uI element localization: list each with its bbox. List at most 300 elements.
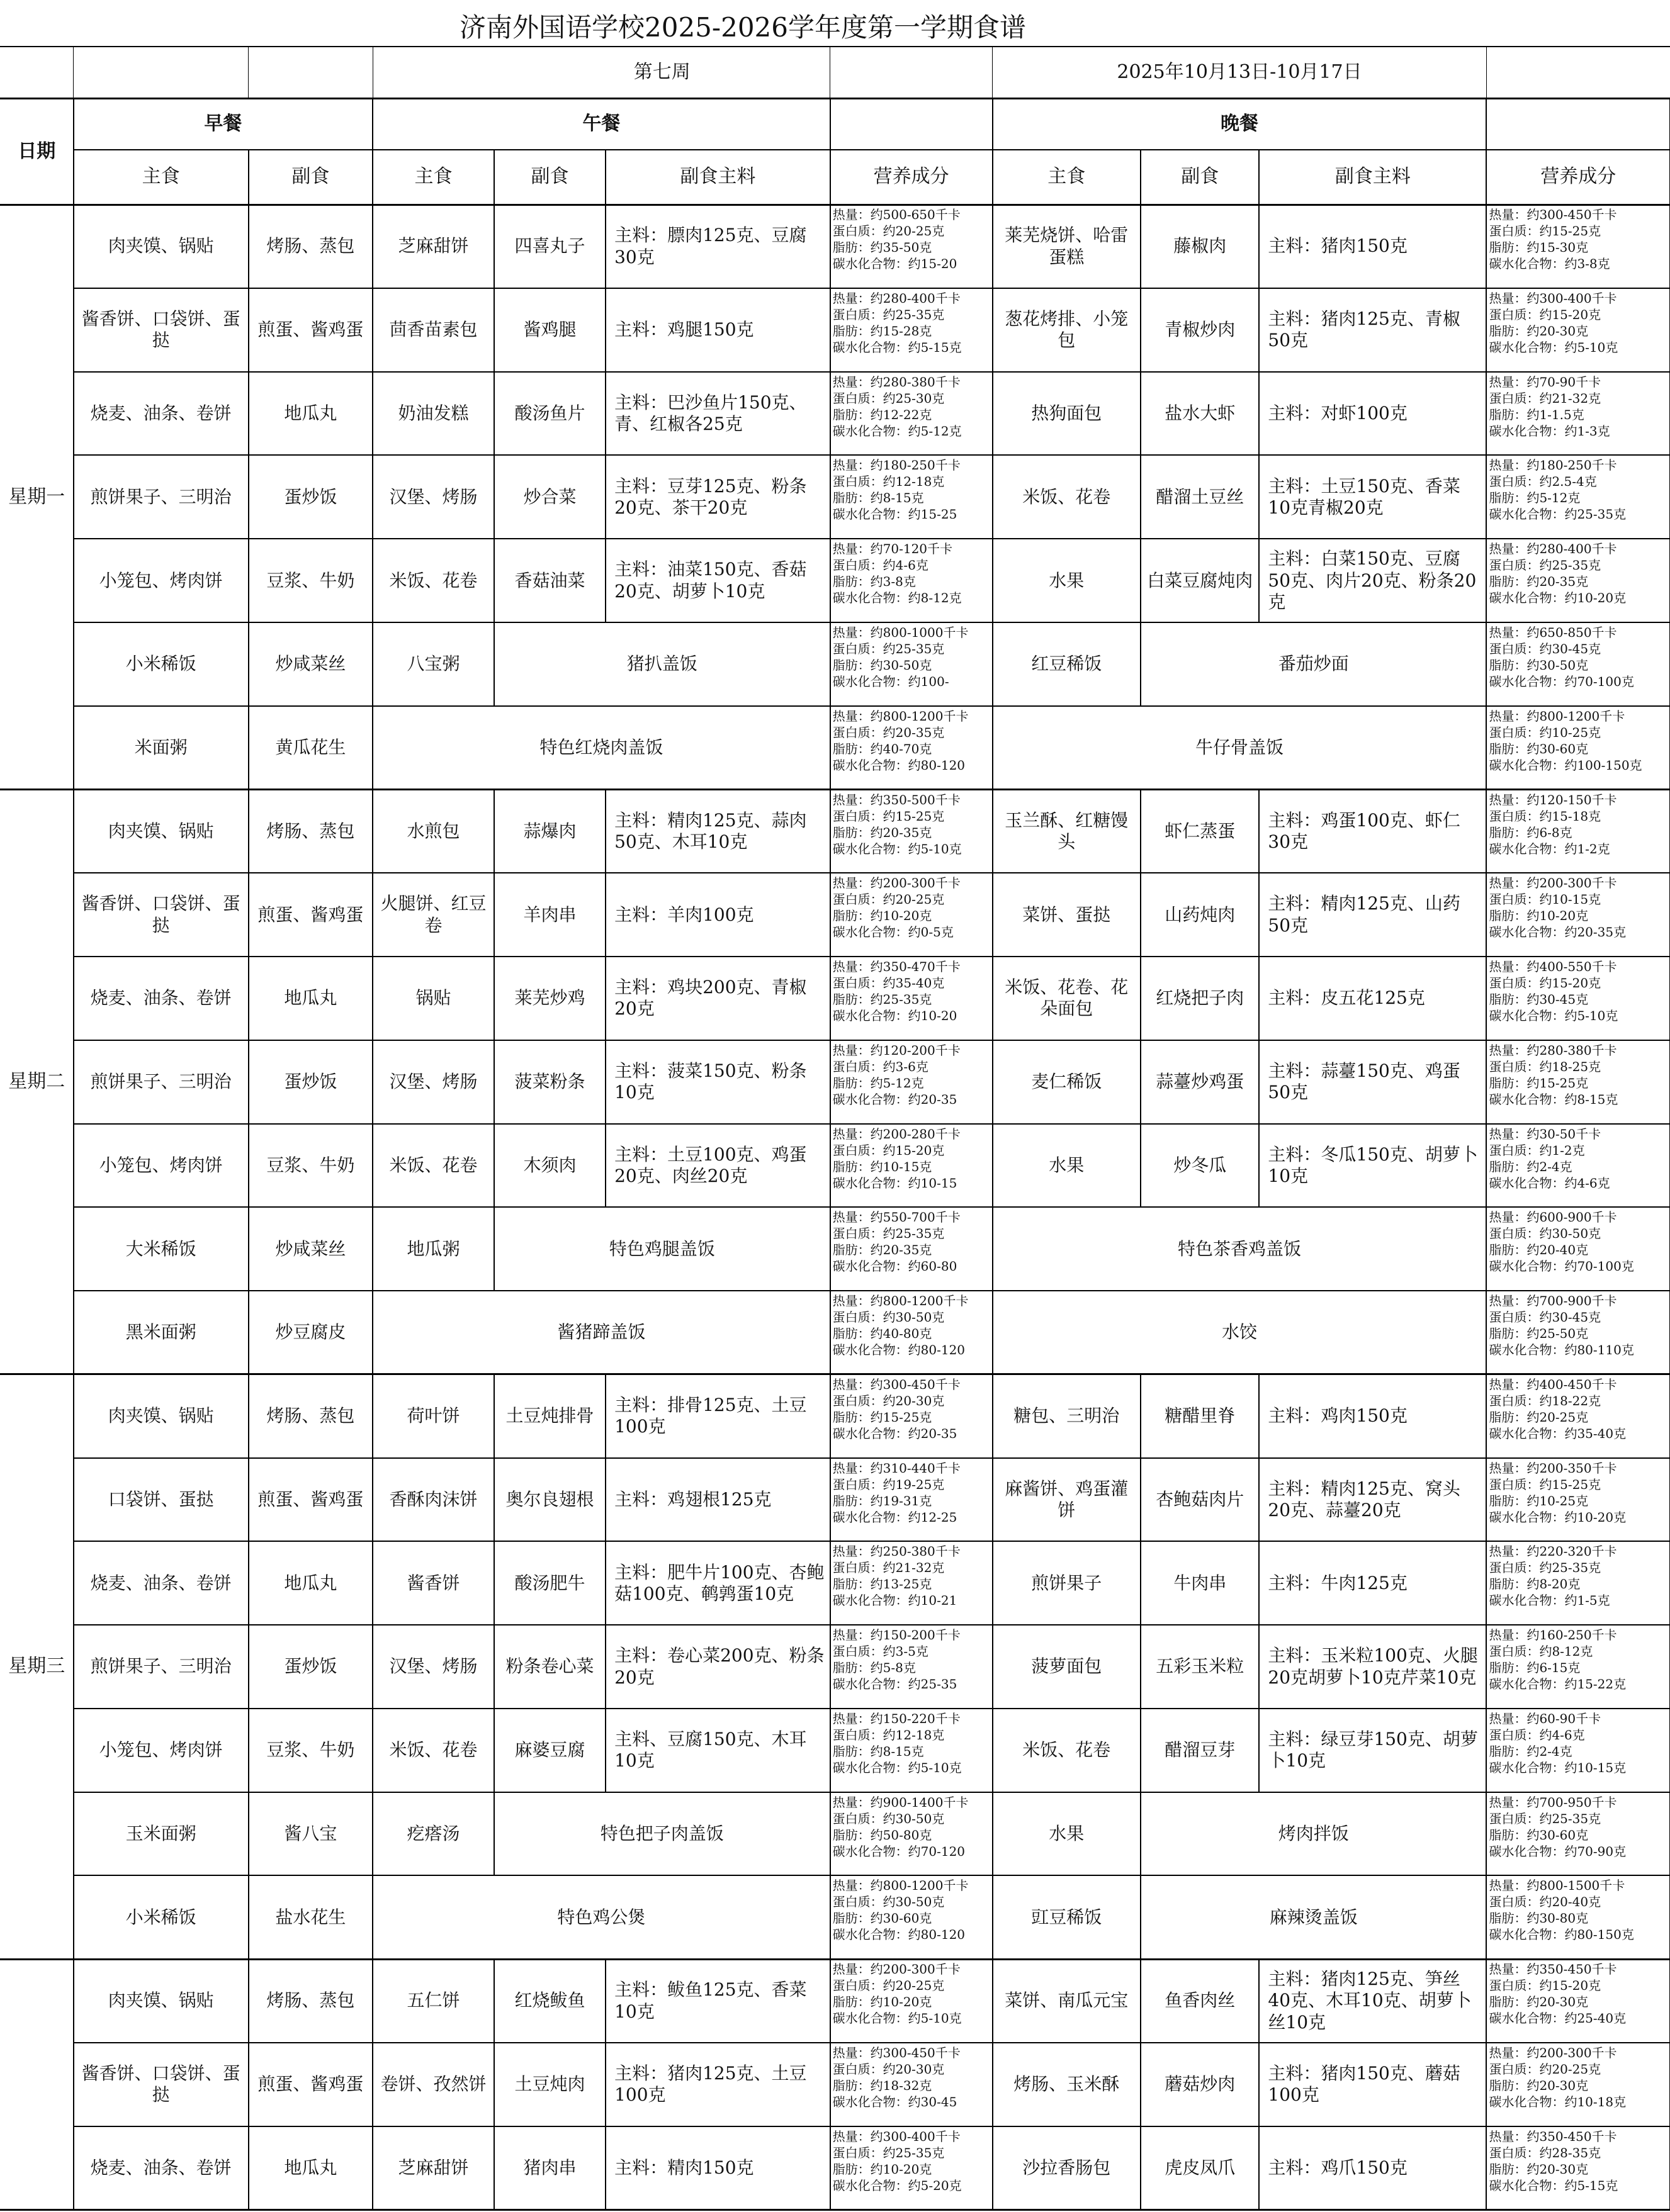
dinner-main-ingredients: 主料：牛肉125克 xyxy=(1268,1572,1408,1593)
grid-line xyxy=(494,1124,495,1208)
breakfast-staple: 煎饼果子、三明治 xyxy=(90,1656,232,1677)
grid-line xyxy=(830,1458,831,1542)
grid-line xyxy=(372,1875,373,1959)
lunch-nutrition: 热量：约900-1400千卡 蛋白质：约30-50克 脂肪：约50-80克 碳水化合物：约70-120 xyxy=(832,1794,969,1859)
grid-line xyxy=(830,150,831,205)
lunch-side: 羊肉串 xyxy=(523,904,577,925)
breakfast-side: 烤肠、蒸包 xyxy=(266,1990,355,2011)
breakfast-side: 炒咸菜丝 xyxy=(275,653,346,675)
grid-line xyxy=(372,957,373,1040)
grid-line xyxy=(372,99,373,150)
grid-line xyxy=(494,1040,495,1124)
grid-line xyxy=(248,622,249,706)
grid-line xyxy=(73,150,74,205)
grid-line xyxy=(1140,1709,1141,1792)
lunch-main-ingredients: 主料：卷心菜200克、粉条20克 xyxy=(614,1645,825,1688)
dinner-main-ingredients: 主料：猪肉150克 xyxy=(1268,235,1408,257)
grid-line xyxy=(1140,150,1141,205)
lunch-main-ingredients: 主料：菠菜150克、粉条10克 xyxy=(614,1060,807,1103)
grid-line xyxy=(1486,205,1487,288)
dinner-staple: 菠萝面包 xyxy=(1031,1656,1102,1677)
breakfast-side: 地瓜丸 xyxy=(284,2157,337,2178)
grid-line xyxy=(372,1625,373,1709)
grid-line xyxy=(830,1291,831,1374)
lunch-staple: 茴香苗素包 xyxy=(389,319,478,340)
grid-line xyxy=(992,1040,993,1124)
grid-line xyxy=(372,1959,373,2043)
breakfast-staple: 黑米面粥 xyxy=(125,1322,196,1343)
lunch-main-ingredients: 主料：鸡腿150克 xyxy=(614,319,754,340)
breakfast-side: 炒咸菜丝 xyxy=(275,1238,346,1259)
grid-line xyxy=(605,372,606,456)
grid-line xyxy=(1140,957,1141,1040)
grid-line xyxy=(605,150,606,205)
lunch-main-ingredients: 主料：鸡块200克、青椒20克 xyxy=(614,977,807,1019)
grid-line xyxy=(992,1291,993,1374)
grid-line xyxy=(248,873,249,957)
grid-line xyxy=(992,1541,993,1625)
column-header-staple: 主食 xyxy=(1047,166,1086,188)
dinner-main-ingredients: 主料：精肉125克、窝头20克、蒜薹20克 xyxy=(1268,1478,1460,1520)
breakfast-staple: 酱香饼、口袋饼、蛋挞 xyxy=(81,893,240,936)
grid-line xyxy=(372,150,373,205)
grid-line xyxy=(992,539,993,622)
dinner-side: 山药炖肉 xyxy=(1165,904,1236,925)
dinner-side: 红烧把子肉 xyxy=(1156,987,1244,1009)
lunch-nutrition: 热量：约280-380千卡 蛋白质：约25-30克 脂肪：约12-22克 碳水化合物：约5-12克 xyxy=(832,374,962,439)
lunch-main-ingredients: 主料：排骨125克、土豆100克 xyxy=(614,1395,807,1437)
grid-line xyxy=(992,47,993,99)
dinner-side: 虎皮凤爪 xyxy=(1165,2157,1236,2178)
dinner-nutrition: 热量：约30-50千卡 蛋白质：约1-2克 脂肪：约2-4克 碳水化合物：约4-6克 xyxy=(1489,1126,1610,1191)
lunch-nutrition: 热量：约800-1200千卡 蛋白质：约30-50克 脂肪：约30-60克 碳水化合物：约80-120 xyxy=(832,1878,969,1943)
dinner-staple: 玉兰酥、红糖馒头 xyxy=(1005,809,1129,852)
lunch-nutrition: 热量：约310-440千卡 蛋白质：约19-25克 脂肪：约19-31克 碳水化合物：约12-25 xyxy=(832,1460,961,1525)
grid-line xyxy=(1258,455,1260,539)
lunch-staple: 芝麻甜饼 xyxy=(398,2157,469,2178)
lunch-staple: 锅贴 xyxy=(415,987,451,1009)
grid-line xyxy=(1486,1959,1487,2043)
lunch-staple: 汉堡、烤肠 xyxy=(389,486,478,507)
grid-line xyxy=(1486,706,1487,790)
dinner-staple: 麦仁稀饭 xyxy=(1031,1071,1102,1092)
grid-line xyxy=(992,1959,993,2043)
grid-line xyxy=(1258,1959,1260,2043)
grid-line xyxy=(1258,873,1260,957)
dinner-main-ingredients: 主料：猪肉125克、笋丝40克、木耳10克、胡萝卜丝10克 xyxy=(1268,1968,1472,2033)
lunch-rice-dish: 特色把子肉盖饭 xyxy=(600,1822,724,1844)
grid-line xyxy=(248,1875,249,1959)
grid-line xyxy=(73,99,74,150)
lunch-staple: 奶油发糕 xyxy=(398,402,469,424)
lunch-staple: 荷叶饼 xyxy=(407,1405,460,1427)
grid-line xyxy=(0,2209,1670,2211)
grid-line xyxy=(1258,150,1260,205)
grid-line xyxy=(1140,1541,1141,1625)
grid-line xyxy=(1486,2126,1487,2210)
dinner-rice-dish: 麻辣烫盖饭 xyxy=(1269,1906,1358,1928)
lunch-soup: 疙瘩汤 xyxy=(407,1822,460,1844)
lunch-side: 奥尔良翅根 xyxy=(505,1488,594,1510)
column-header-nutrition: 营养成分 xyxy=(873,166,949,188)
grid-line xyxy=(1258,1124,1260,1208)
column-header-side: 副食 xyxy=(531,166,569,188)
grid-line xyxy=(1258,1541,1260,1625)
grid-line xyxy=(1258,957,1260,1040)
lunch-side: 土豆炖排骨 xyxy=(505,1405,594,1427)
grid-line xyxy=(248,1291,249,1374)
dinner-staple: 米饭、花卷、花朵面包 xyxy=(1005,977,1129,1019)
breakfast-side: 黄瓜花生 xyxy=(275,737,346,758)
dinner-staple: 米饭、花卷 xyxy=(1022,1739,1111,1761)
grid-line xyxy=(248,2043,249,2126)
lunch-side: 酸汤肥牛 xyxy=(514,1572,585,1593)
dinner-main-ingredients: 主料：土豆150克、香菜10克青椒20克 xyxy=(1268,475,1460,518)
lunch-nutrition: 热量：约550-700千卡 蛋白质：约25-35克 脂肪：约20-35克 碳水化合物：约60-80 xyxy=(832,1210,961,1274)
dinner-nutrition: 热量：约200-300千卡 蛋白质：约20-25克 脂肪：约20-30克 碳水化合物：约10-18克 xyxy=(1489,2045,1627,2109)
grid-line xyxy=(1486,1458,1487,1542)
grid-line xyxy=(494,622,495,706)
breakfast-side: 酱八宝 xyxy=(284,1822,337,1844)
grid-line xyxy=(605,873,606,957)
dinner-side: 醋溜豆芽 xyxy=(1165,1739,1236,1761)
lunch-side: 木须肉 xyxy=(523,1154,577,1176)
breakfast-side: 煎蛋、酱鸡蛋 xyxy=(257,2074,364,2095)
breakfast-side: 豆浆、牛奶 xyxy=(266,570,355,591)
breakfast-staple: 肉夹馍、锅贴 xyxy=(108,820,214,841)
lunch-nutrition: 热量：约300-450千卡 蛋白质：约20-30克 脂肪：约15-25克 碳水化合物：约20-35 xyxy=(832,1376,961,1441)
breakfast-side: 盐水花生 xyxy=(275,1906,346,1928)
dinner-nutrition: 热量：约300-400千卡 蛋白质：约15-20克 脂肪：约20-30克 碳水化合物：约5-10克 xyxy=(1489,290,1618,355)
grid-line xyxy=(1140,622,1141,706)
grid-line xyxy=(1140,1875,1141,1959)
grid-line xyxy=(1486,455,1487,539)
lunch-nutrition: 热量：约300-450千卡 蛋白质：约20-30克 脂肪：约18-32克 碳水化合物：约30-45 xyxy=(832,2045,961,2109)
dinner-soup: 豇豆稀饭 xyxy=(1031,1906,1102,1928)
grid-line xyxy=(830,1374,831,1458)
dinner-rice-dish: 特色茶香鸡盖饭 xyxy=(1177,1238,1301,1259)
dinner-nutrition: 热量：约120-150千卡 蛋白质：约15-18克 脂肪：约6-8克 碳水化合物：约1-2克 xyxy=(1489,792,1617,856)
grid-line xyxy=(992,706,993,790)
grid-line xyxy=(372,622,373,706)
grid-line xyxy=(372,288,373,372)
lunch-nutrition: 热量：约200-280千卡 蛋白质：约15-20克 脂肪：约10-15克 碳水化合物：约10-15 xyxy=(832,1126,961,1191)
dinner-side: 杏鲍菇肉片 xyxy=(1156,1488,1244,1510)
grid-line xyxy=(605,288,606,372)
breakfast-side: 烤肠、蒸包 xyxy=(266,1405,355,1427)
dinner-nutrition: 热量：约400-550千卡 蛋白质：约15-20克 脂肪：约30-45克 碳水化合物：约5-10克 xyxy=(1489,959,1618,1024)
grid-line xyxy=(248,1625,249,1709)
grid-line xyxy=(494,1625,495,1709)
grid-line xyxy=(830,1709,831,1792)
grid-line xyxy=(248,288,249,372)
lunch-side: 莱芜炒鸡 xyxy=(514,987,585,1009)
grid-line xyxy=(830,288,831,372)
lunch-nutrition: 热量：约200-300千卡 蛋白质：约20-25克 脂肪：约10-20克 碳水化合物：约0-5克 xyxy=(832,875,961,940)
dinner-nutrition: 热量：约280-400千卡 蛋白质：约25-35克 脂肪：约20-35克 碳水化合物：约10-20克 xyxy=(1489,541,1627,606)
dinner-side: 蒜薹炒鸡蛋 xyxy=(1156,1071,1244,1092)
grid-line xyxy=(1140,539,1141,622)
lunch-nutrition: 热量：约200-300千卡 蛋白质：约20-25克 脂肪：约10-20克 碳水化合物：约5-10克 xyxy=(832,1962,962,2026)
lunch-main-ingredients: 主料：精肉125克、蒜肉50克、木耳10克 xyxy=(614,809,807,852)
grid-line xyxy=(1258,2126,1260,2210)
grid-line xyxy=(605,1959,606,2043)
lunch-soup: 地瓜粥 xyxy=(407,1238,460,1259)
lunch-side: 红烧鲅鱼 xyxy=(514,1990,585,2011)
lunch-staple: 卷饼、孜然饼 xyxy=(380,2074,487,2095)
grid-line xyxy=(1486,150,1487,205)
grid-line xyxy=(372,1458,373,1542)
grid-line xyxy=(992,873,993,957)
lunch-staple: 汉堡、烤肠 xyxy=(389,1071,478,1092)
breakfast-side: 烤肠、蒸包 xyxy=(266,820,355,841)
lunch-rice-dish: 特色鸡公煲 xyxy=(557,1906,646,1928)
dinner-staple: 沙拉香肠包 xyxy=(1022,2157,1111,2178)
grid-line xyxy=(494,539,495,622)
dinner-staple: 麻酱饼、鸡蛋灌饼 xyxy=(1005,1478,1129,1520)
grid-line xyxy=(830,1040,831,1124)
dinner-nutrition: 热量：约200-300千卡 蛋白质：约10-15克 脂肪：约10-20克 碳水化合物：约20-35克 xyxy=(1489,875,1627,940)
grid-line xyxy=(1486,288,1487,372)
lunch-main-ingredients: 主料：巴沙鱼片150克、青、红椒各25克 xyxy=(614,391,807,435)
breakfast-side: 地瓜丸 xyxy=(284,1572,337,1593)
grid-line xyxy=(830,455,831,539)
grid-line xyxy=(248,150,249,205)
lunch-header: 午餐 xyxy=(582,113,621,135)
grid-line xyxy=(830,1875,831,1959)
lunch-soup: 八宝粥 xyxy=(407,653,460,675)
grid-line xyxy=(992,957,993,1040)
grid-line xyxy=(1140,455,1141,539)
breakfast-side: 地瓜丸 xyxy=(284,402,337,424)
lunch-main-ingredients: 主料：油菜150克、香菇20克、胡萝卜10克 xyxy=(614,559,807,602)
grid-line xyxy=(248,539,249,622)
breakfast-staple: 小笼包、烤肉饼 xyxy=(99,1154,223,1176)
grid-line xyxy=(605,957,606,1040)
breakfast-staple: 烧麦、油条、卷饼 xyxy=(90,1572,232,1593)
lunch-side: 粉条卷心菜 xyxy=(505,1656,594,1677)
grid-line xyxy=(494,2043,495,2126)
grid-line xyxy=(372,1040,373,1124)
lunch-staple: 火腿饼、红豆卷 xyxy=(380,893,487,936)
breakfast-staple: 玉米面粥 xyxy=(125,1822,196,1844)
dinner-side: 藤椒肉 xyxy=(1173,235,1227,257)
lunch-staple: 芝麻甜饼 xyxy=(398,235,469,257)
dinner-main-ingredients: 主料：猪肉150克、蘑菇100克 xyxy=(1268,2063,1460,2106)
grid-line xyxy=(372,706,373,790)
dinner-side: 虾仁蒸蛋 xyxy=(1165,820,1236,841)
grid-line xyxy=(830,1625,831,1709)
grid-line xyxy=(372,1124,373,1208)
grid-line xyxy=(494,2126,495,2210)
grid-line xyxy=(1486,372,1487,456)
dinner-soup: 水果 xyxy=(1049,1822,1085,1844)
grid-line xyxy=(1258,539,1260,622)
dinner-nutrition: 热量：约60-90千卡 蛋白质：约4-6克 脂肪：约2-4克 碳水化合物：约10-15克 xyxy=(1489,1710,1627,1775)
grid-line xyxy=(1258,1625,1260,1709)
lunch-rice-dish: 特色红烧肉盖饭 xyxy=(539,737,663,758)
grid-line xyxy=(1486,1374,1487,1458)
grid-line xyxy=(248,47,249,99)
lunch-main-ingredients: 主料：鸡翅根125克 xyxy=(614,1488,772,1510)
grid-line xyxy=(1140,288,1141,372)
breakfast-staple: 烧麦、油条、卷饼 xyxy=(90,2157,232,2178)
grid-line xyxy=(494,150,495,205)
dinner-staple: 烤肠、玉米酥 xyxy=(1013,2074,1120,2095)
column-header-side: 副食 xyxy=(1181,166,1219,188)
lunch-staple: 米饭、花卷 xyxy=(389,570,478,591)
breakfast-side: 地瓜丸 xyxy=(284,987,337,1009)
lunch-nutrition: 热量：约250-380千卡 蛋白质：约21-32克 脂肪：约13-25克 碳水化合物：约10-21 xyxy=(832,1544,961,1608)
dinner-rice-dish: 牛仔骨盖饭 xyxy=(1195,737,1284,758)
breakfast-side: 煎蛋、酱鸡蛋 xyxy=(257,1488,364,1510)
grid-line xyxy=(248,1207,249,1291)
breakfast-staple: 肉夹馍、锅贴 xyxy=(108,235,214,257)
grid-line xyxy=(494,957,495,1040)
page-title: 济南外国语学校2025-2026学年度第一学期食谱 xyxy=(460,12,1026,43)
grid-line xyxy=(992,288,993,372)
grid-line xyxy=(605,1625,606,1709)
grid-line xyxy=(494,1959,495,2043)
grid-line xyxy=(494,1374,495,1458)
dinner-side: 炒冬瓜 xyxy=(1173,1154,1227,1176)
grid-line xyxy=(494,1541,495,1625)
grid-line xyxy=(248,1792,249,1876)
grid-line xyxy=(248,957,249,1040)
grid-line xyxy=(1486,47,1487,99)
lunch-side: 四喜丸子 xyxy=(514,235,585,257)
breakfast-staple: 大米稀饭 xyxy=(125,1238,196,1259)
grid-line xyxy=(1140,2126,1141,2210)
lunch-rice-dish: 酱猪蹄盖饭 xyxy=(557,1322,646,1343)
lunch-staple: 五仁饼 xyxy=(407,1990,460,2011)
breakfast-staple: 煎饼果子、三明治 xyxy=(90,486,232,507)
grid-line xyxy=(605,1458,606,1542)
grid-line xyxy=(1140,1040,1141,1124)
date-range: 2025年10月13日-10月17日 xyxy=(1117,61,1362,84)
grid-line xyxy=(248,1124,249,1208)
grid-line xyxy=(830,1207,831,1291)
grid-line xyxy=(1486,2043,1487,2126)
lunch-side: 猪肉串 xyxy=(523,2157,577,2178)
lunch-main-ingredients: 主料：肥牛片100克、杏鲍菇100克、鹌鹑蛋10克 xyxy=(614,1561,825,1604)
dinner-main-ingredients: 主料：猪肉125克、青椒50克 xyxy=(1268,308,1460,351)
grid-line xyxy=(1486,1625,1487,1709)
grid-line xyxy=(1140,1959,1141,2043)
grid-line xyxy=(1486,1709,1487,1792)
dinner-nutrition: 热量：约600-900千卡 蛋白质：约30-50克 脂肪：约20-40克 碳水化合物：约70-100克 xyxy=(1489,1210,1634,1274)
grid-line xyxy=(830,790,831,873)
dinner-soup: 红豆稀饭 xyxy=(1031,653,1102,675)
grid-line xyxy=(992,1207,993,1291)
lunch-nutrition: 热量：约70-120千卡 蛋白质：约4-6克 脂肪：约3-8克 碳水化合物：约8-12克 xyxy=(832,541,962,606)
breakfast-staple: 酱香饼、口袋饼、蛋挞 xyxy=(81,2063,240,2106)
grid-line xyxy=(830,99,831,150)
breakfast-staple: 小米稀饭 xyxy=(125,653,196,675)
column-header-main-ingredients: 副食主料 xyxy=(1334,166,1411,188)
grid-line xyxy=(605,539,606,622)
dinner-nutrition: 热量：约70-90千卡 蛋白质：约21-32克 脂肪：约1-1.5克 碳水化合物：约1-3克 xyxy=(1489,374,1610,439)
grid-line xyxy=(992,150,993,205)
grid-line xyxy=(1258,372,1260,456)
lunch-main-ingredients: 主料：豆芽125克、粉条20克、茶干20克 xyxy=(614,475,807,518)
grid-line xyxy=(605,455,606,539)
breakfast-side: 豆浆、牛奶 xyxy=(266,1154,355,1176)
grid-line xyxy=(494,372,495,456)
grid-line xyxy=(372,2043,373,2126)
grid-line xyxy=(992,2126,993,2210)
breakfast-side: 煎蛋、酱鸡蛋 xyxy=(257,319,364,340)
weekday-label: 星期三 xyxy=(8,1655,65,1678)
grid-line xyxy=(1486,622,1487,706)
lunch-side: 麻婆豆腐 xyxy=(514,1739,585,1761)
lunch-nutrition: 热量：约800-1200千卡 蛋白质：约30-50克 脂肪：约40-80克 碳水化合物：约80-120 xyxy=(832,1293,969,1358)
grid-line xyxy=(494,288,495,372)
lunch-nutrition: 热量：约800-1000千卡 蛋白质：约25-35克 脂肪：约30-50克 碳水化合物：约100- xyxy=(832,624,969,689)
lunch-nutrition: 热量：约500-650千卡 蛋白质：约20-25克 脂肪：约35-50克 碳水化合物：约15-20 xyxy=(832,207,961,272)
grid-line xyxy=(830,873,831,957)
grid-line xyxy=(830,706,831,790)
dinner-rice-dish: 水饺 xyxy=(1221,1322,1257,1343)
dinner-nutrition: 热量：约800-1500千卡 蛋白质：约20-40克 脂肪：约30-80克 碳水化合物：约80-150克 xyxy=(1489,1878,1634,1943)
grid-line xyxy=(248,2126,249,2210)
dinner-staple: 水果 xyxy=(1049,1154,1085,1176)
grid-line xyxy=(248,205,249,288)
weekday-label: 星期二 xyxy=(8,1070,65,1092)
lunch-staple: 香酥肉沫饼 xyxy=(389,1488,478,1510)
lunch-main-ingredients: 主料：膘肉125克、豆腐30克 xyxy=(614,225,807,267)
dinner-nutrition: 热量：约180-250千卡 蛋白质：约2.5-4克 脂肪：约5-12克 碳水化合物：约25-35克 xyxy=(1489,458,1627,522)
dinner-nutrition: 热量：约700-900千卡 蛋白质：约30-45克 脂肪：约25-50克 碳水化合物：约80-110克 xyxy=(1489,1293,1634,1358)
grid-line xyxy=(1140,790,1141,873)
grid-line xyxy=(372,873,373,957)
grid-line xyxy=(1486,790,1487,873)
dinner-nutrition: 热量：约220-320千卡 蛋白质：约25-35克 脂肪：约8-20克 碳水化合物：约1-5克 xyxy=(1489,1544,1617,1608)
dinner-staple: 水果 xyxy=(1049,570,1085,591)
dinner-side: 白菜豆腐炖肉 xyxy=(1147,570,1253,591)
column-header-nutrition: 营养成分 xyxy=(1540,166,1616,188)
lunch-staple: 酱香饼 xyxy=(407,1572,460,1593)
grid-line xyxy=(248,1959,249,2043)
grid-line xyxy=(830,1959,831,2043)
dinner-side: 五彩玉米粒 xyxy=(1156,1656,1244,1677)
breakfast-side: 煎蛋、酱鸡蛋 xyxy=(257,904,364,925)
breakfast-staple: 米面粥 xyxy=(134,737,188,758)
grid-line xyxy=(1140,1124,1141,1208)
dinner-main-ingredients: 主料：白菜150克、豆腐50克、肉片20克、粉条20克 xyxy=(1268,548,1477,612)
lunch-staple: 米饭、花卷 xyxy=(389,1154,478,1176)
lunch-main-ingredients: 主料：羊肉100克 xyxy=(614,904,754,925)
grid-line xyxy=(1486,1541,1487,1625)
grid-line xyxy=(248,790,249,873)
weekday-label: 星期一 xyxy=(8,485,65,508)
dinner-nutrition: 热量：约280-380千卡 蛋白质：约18-25克 脂肪：约15-25克 碳水化合物：约8-15克 xyxy=(1489,1042,1618,1107)
grid-line xyxy=(1486,1291,1487,1374)
grid-line xyxy=(494,873,495,957)
grid-line xyxy=(1258,1374,1260,1458)
grid-line xyxy=(372,455,373,539)
dinner-nutrition: 热量：约350-450千卡 蛋白质：约28-35克 脂肪：约20-30克 碳水化合物：约5-15克 xyxy=(1489,2128,1618,2193)
column-header-staple: 主食 xyxy=(414,166,453,188)
lunch-nutrition: 热量：约280-400千卡 蛋白质：约25-35克 脂肪：约15-28克 碳水化合物：约5-15克 xyxy=(832,290,962,355)
grid-line xyxy=(830,372,831,456)
grid-line xyxy=(1258,1040,1260,1124)
grid-line xyxy=(494,1792,495,1876)
grid-line xyxy=(992,1709,993,1792)
grid-line xyxy=(992,1625,993,1709)
lunch-main-ingredients: 主料：猪肉125克、土豆100克 xyxy=(614,2063,807,2106)
grid-line xyxy=(830,205,831,288)
